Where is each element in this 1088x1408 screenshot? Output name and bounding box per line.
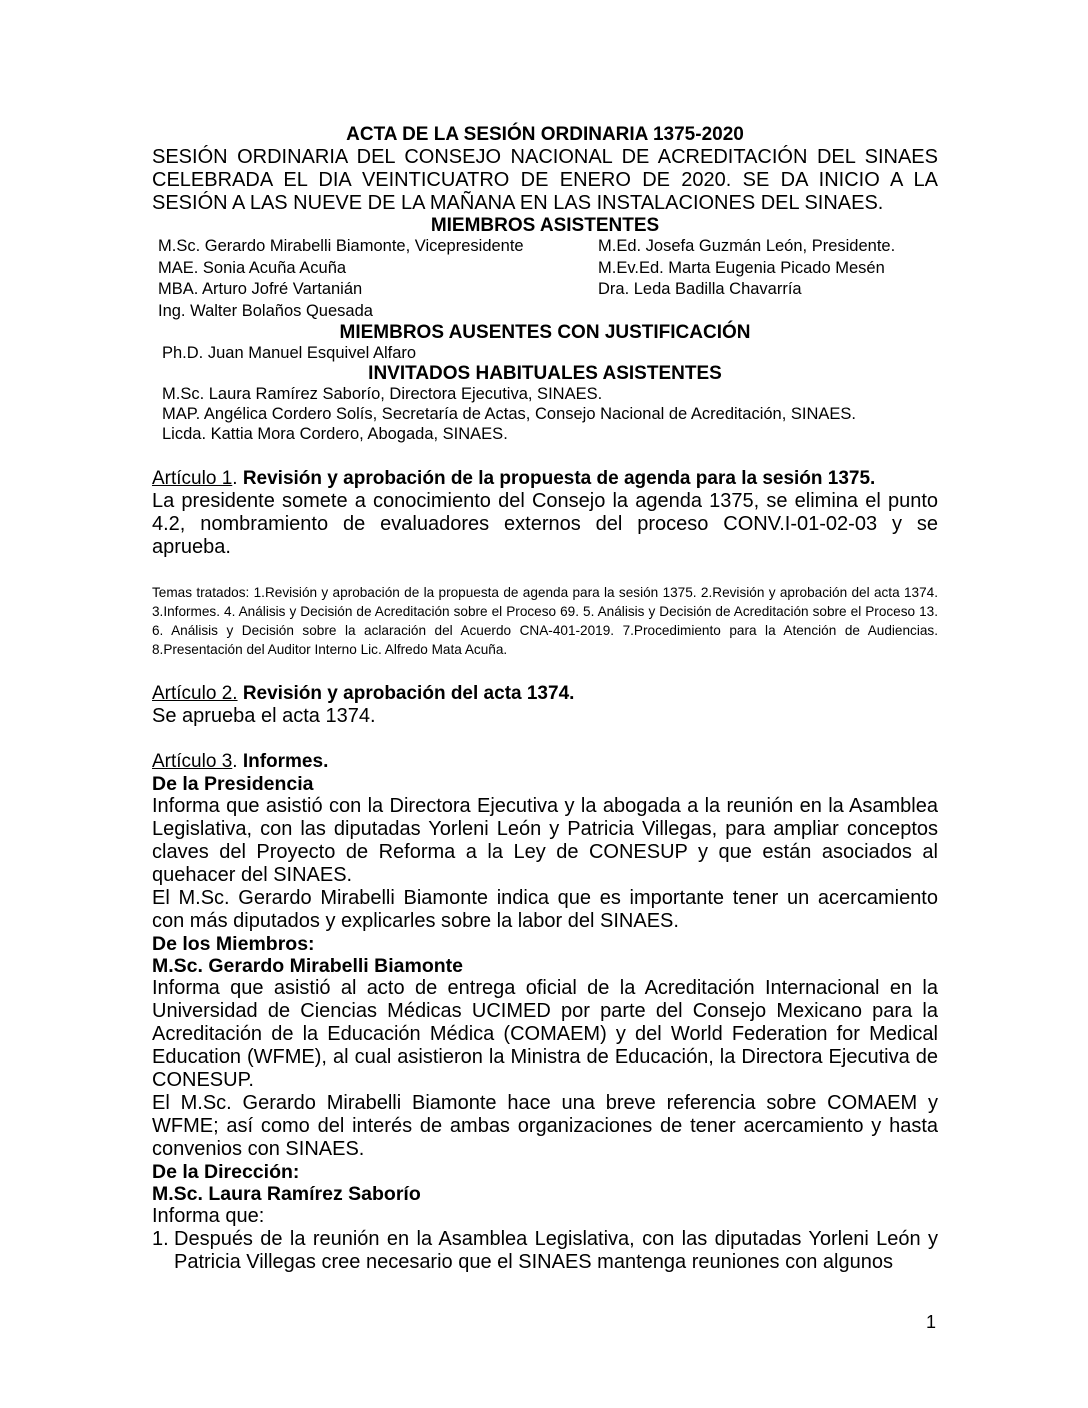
article-2-body: Se aprueba el acta 1374. xyxy=(152,705,376,727)
director-name: M.Sc. Laura Ramírez Saborío xyxy=(152,1183,421,1205)
article-label: Artículo 2. xyxy=(152,683,238,704)
document-body xyxy=(152,124,938,1274)
direction-heading: De la Dirección: xyxy=(152,1161,300,1183)
attendee: M.Ev.Ed. Marta Eugenia Picado Mesén xyxy=(598,258,885,277)
attendee: M.Sc. Gerardo Mirabelli Biamonte, Vicepresidente xyxy=(158,237,524,255)
guest: Licda. Kattia Mora Cordero, Abogada, SINAES. xyxy=(162,425,508,443)
guests-list xyxy=(152,384,938,444)
guest: M.Sc. Laura Ramírez Saborío, Directora Ejecutiva, SINAES. xyxy=(162,385,603,403)
guest: MAP. Angélica Cordero Solís, Secretaría de Actas, Consejo Nacional de Acreditación, SINAES. xyxy=(162,405,856,423)
presidency-report: Informa que asistió con la Directora Ejecutiva y la abogada a la reunión en la Asamblea Legislativa, con las diputadas Yorleni León y Patricia Villegas, para ampliar conceptos claves del Proyecto de Reforma a la Ley de CONESUP y que están asociados al quehacer del SINAES. xyxy=(152,795,938,886)
director-intro: Informa que: xyxy=(152,1205,265,1227)
absent-list xyxy=(152,343,938,363)
page-number: 1 xyxy=(925,1312,936,1332)
article-1-body: La presidente somete a conocimiento del Consejo la agenda 1375, se elimina el punto 4.2, nombramiento de evaluadores externos del proceso CONV.I-01-02-03 y se aprueba. xyxy=(152,490,938,558)
absent-member: Ph.D. Juan Manuel Esquivel Alfaro xyxy=(162,344,417,362)
document-title: ACTA DE LA SESIÓN ORDINARIA 1375-2020 xyxy=(346,124,744,145)
member-name: M.Sc. Gerardo Mirabelli Biamonte xyxy=(152,955,463,977)
attendee: Ing. Walter Bolaños Quesada xyxy=(158,301,373,320)
guests-heading: INVITADOS HABITUALES ASISTENTES xyxy=(368,363,722,384)
member-note: El M.Sc. Gerardo Mirabelli Biamonte hace una breve referencia sobre COMAEM y WFME; así como del interés de ambas organizaciones de tener acercamiento y hasta convenios con SINAES. xyxy=(152,1092,938,1160)
presidency-heading: De la Presidencia xyxy=(152,773,314,795)
presidency-note: El M.Sc. Gerardo Mirabelli Biamonte indica que es importante tener un acercamiento con más diputados y explicarles sobre la labor del SINAES. xyxy=(152,887,938,932)
attendee: MBA. Arturo Jofré Vartanián xyxy=(158,280,363,298)
article-3-heading: Artículo 3. Informes. xyxy=(152,751,329,772)
article-title: Revisión y aprobación del acta 1374. xyxy=(242,683,575,704)
attendee: Dra. Leda Badilla Chavarría xyxy=(598,280,802,298)
attendees-heading: MIEMBROS ASISTENTES xyxy=(430,215,660,236)
list-item-number: 1. xyxy=(152,1228,169,1250)
session-intro: SESIÓN ORDINARIA DEL CONSEJO NACIONAL DE ACREDITACIÓN DEL SINAES CELEBRADA EL DIA VEINTICUATRO DE ENERO DE 2020. SE DA INICIO A LA SESIÓN A LAS NUEVE DE LA MAÑANA EN LAS INSTALACIONES DEL SINAES. xyxy=(152,146,938,214)
article-1-heading: Artículo 1. Revisión y aprobación de la propuesta de agenda para la sesión 1375. xyxy=(152,468,876,489)
attendee: M.Ed. Josefa Guzmán León, Presidente. xyxy=(598,237,896,255)
member-report: Informa que asistió al acto de entrega oficial de la Acreditación Internacional en la Universidad de Ciencias Médicas UCIMED por parte del Consejo Mexicano para la Acreditación de la Educación Médica (COMAEM) y del World Federation for Medical Education (WFME), al cual asistieron la Ministra de Educación, la Directora Ejecutiva de CONESUP. xyxy=(152,977,938,1091)
attendees-list xyxy=(152,236,938,322)
article-label: Artículo 3 xyxy=(152,751,233,772)
absent-heading: MIEMBROS AUSENTES CON JUSTIFICACIÓN xyxy=(339,322,751,343)
article-2-heading xyxy=(152,683,938,705)
list-item-text: Después de la reunión en la Asamblea Legislativa, con las diputadas Yorleni León y Patricia Villegas cree necesario que el SINAES mantenga reuniones con algunos xyxy=(174,1228,938,1273)
article-title: Revisión y aprobación de la propuesta de agenda para la sesión 1375. xyxy=(242,468,876,489)
members-heading: De los Miembros: xyxy=(152,933,315,955)
article-label: Artículo 1 xyxy=(152,468,233,489)
list-item xyxy=(152,1228,938,1274)
attendee: MAE. Sonia Acuña Acuña xyxy=(158,258,347,277)
topics-treated: Temas tratados: 1.Revisión y aprobación de la propuesta de agenda para la sesión 1375. 2.Revisión y aprobación del acta 1374. 3.Informes. 4. Análisis y Decisión de Acreditación sobre el Proceso 69. 5. Análisis y Decisión de Acreditación sobre el Proceso 13. 6. Análisis y Decisión sobre la aclaración del Acuerdo CNA-401-2019. 7.Procedimiento para la Atención de Audiencias. 8.Presentación del Auditor Interno Lic. Alfredo Mata Acuña. xyxy=(152,585,938,657)
article-title: Informes. xyxy=(242,751,329,772)
